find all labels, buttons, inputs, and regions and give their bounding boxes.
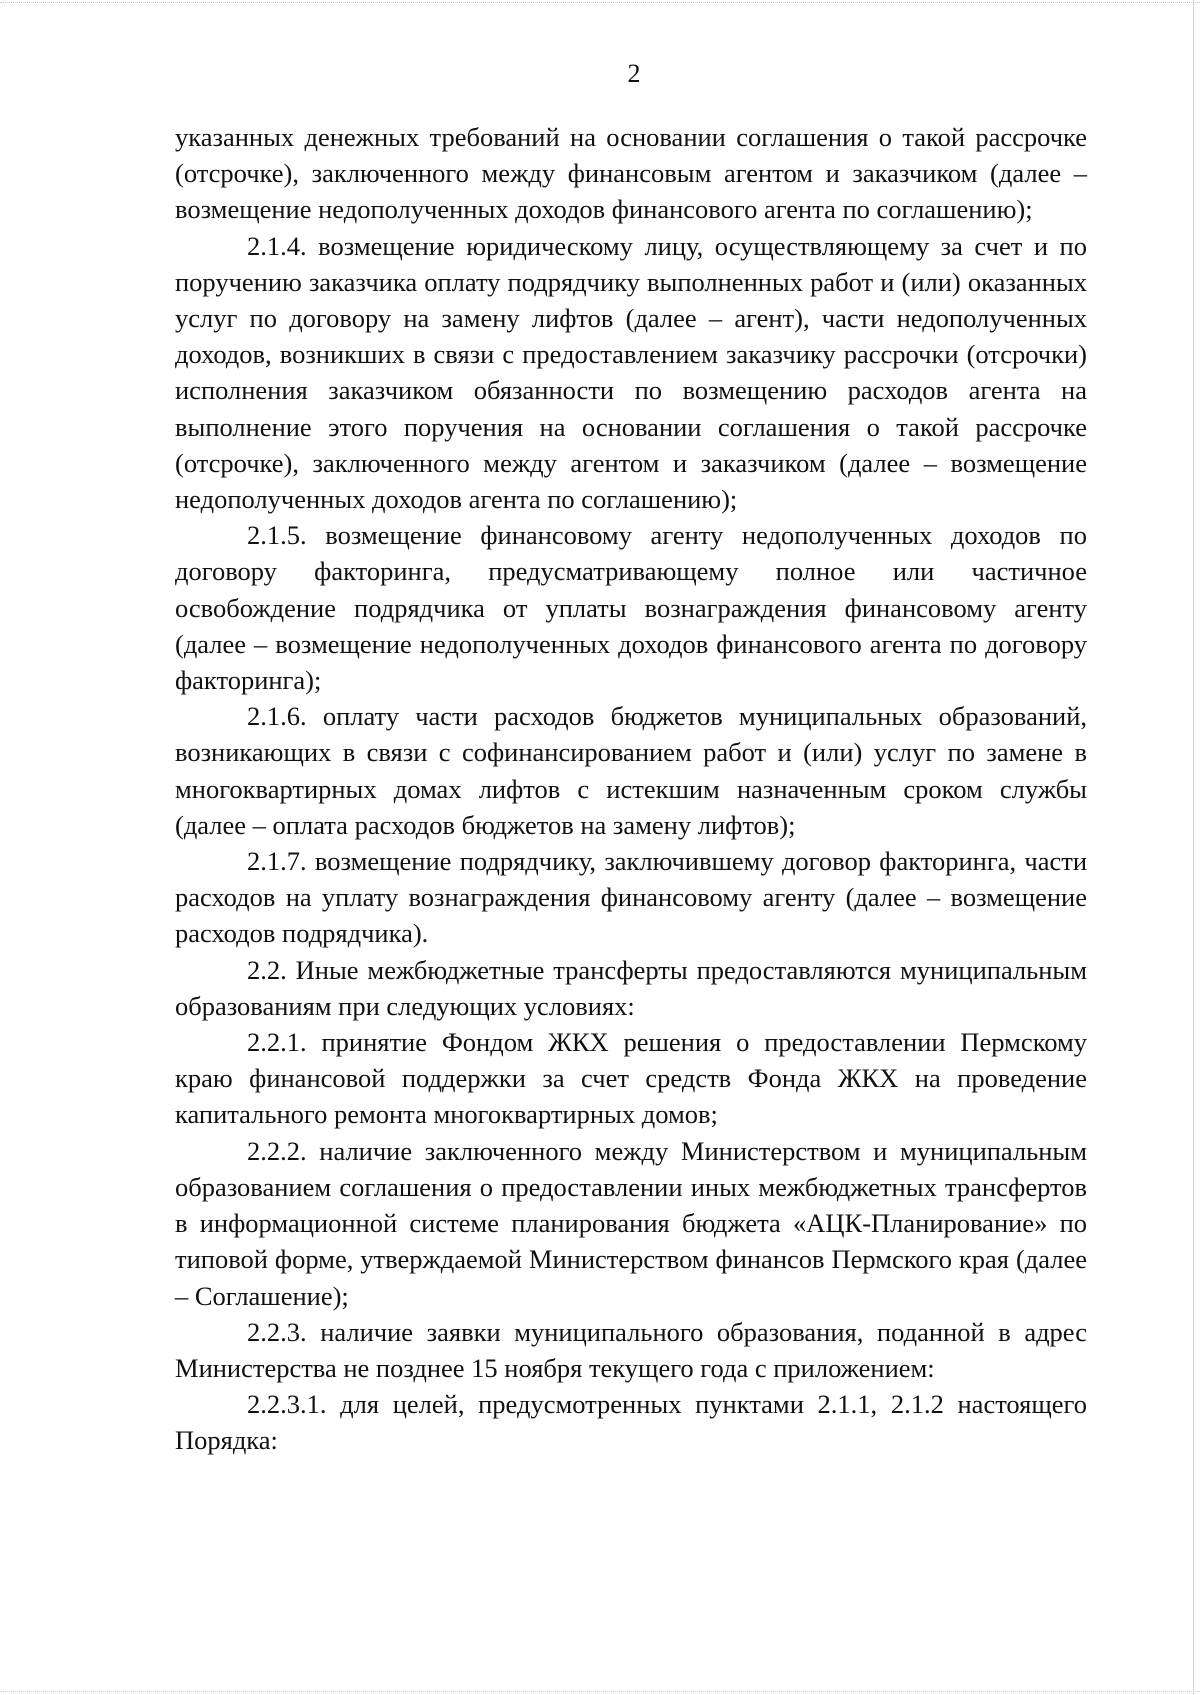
scan-edge-bottom [0, 1691, 1200, 1692]
paragraph-2-2-2: 2.2.2. наличие заключенного между Министерством и муниципальным образованием соглашения о предоставлении иных межбюджетных трансфертов в информационной системе планирования бюджета «АЦК-Планирование» по типовой форме, утверждаемой Министерством финансов Пермского края (далее – Соглашение); [175, 1135, 1087, 1311]
paragraph-2-1-7: 2.1.7. возмещение подрядчику, заключившему договор факторинга, части расходов на уплату вознаграждения финансовому агенту (далее – возмещение расходов подрядчика). [175, 846, 1087, 949]
paragraph-2-2-1: 2.2.1. принятие Фондом ЖКХ решения о предоставлении Пермскому краю финансовой поддержки за счет средств Фонда ЖКХ на проведение капитального ремонта многоквартирных домов; [175, 1027, 1087, 1130]
paragraph-2-1-4: 2.1.4. возмещение юридическому лицу, осуществляющему за счет и по поручению заказчика оплату подрядчику выполненных работ и (или) оказанных услуг по договору на замену лифтов (далее – агент), части недополученных доходов, возникших в связи с предоставлением заказчику рассрочки (отсрочки) исполнения заказчиком обязанности по возмещению расходов агента на выполнение этого поручения на основании соглашения о такой рассрочке (отсрочке), заключенного между агентом и заказчиком (далее – возмещение недополученных доходов агента по соглашению); [175, 230, 1087, 515]
document-body [175, 119, 1087, 1459]
scan-edge-top [0, 2, 1200, 3]
paragraph-continuation: указанных денежных требований на основании соглашения о такой рассрочке (отсрочке), заключенного между финансовым агентом и заказчиком (далее – возмещение недополученных доходов финансового агента по соглашению); [175, 122, 1087, 225]
paragraph-2-2-3: 2.2.3. наличие заявки муниципального образования, поданной в адрес Министерства не позднее 15 ноября текущего года с приложением: [175, 1316, 1087, 1383]
scan-edge-right [1193, 0, 1194, 1695]
paragraph-2-1-6: 2.1.6. оплату части расходов бюджетов муниципальных образований, возникающих в связи с софинансированием работ и (или) услуг по замене в многоквартирных домах лифтов с истекшим назначенным сроком службы (далее – оплата расходов бюджетов на замену лифтов); [175, 701, 1087, 840]
page-number: 2 [627, 59, 641, 88]
paragraph-2-2-3-1: 2.2.3.1. для целей, предусмотренных пунктами 2.1.1, 2.1.2 настоящего Порядка: [175, 1389, 1087, 1456]
paragraph-2-1-5: 2.1.5. возмещение финансовому агенту недополученных доходов по договору факторинга, предусматривающему полное или частичное освобождение подрядчика от уплаты вознаграждения финансовому агенту (далее – возмещение недополученных доходов финансового агента по договору факторинга); [175, 520, 1087, 696]
paragraph-2-2: 2.2. Иные межбюджетные трансферты предоставляются муниципальным образованиям при следующих условиях: [175, 954, 1087, 1021]
